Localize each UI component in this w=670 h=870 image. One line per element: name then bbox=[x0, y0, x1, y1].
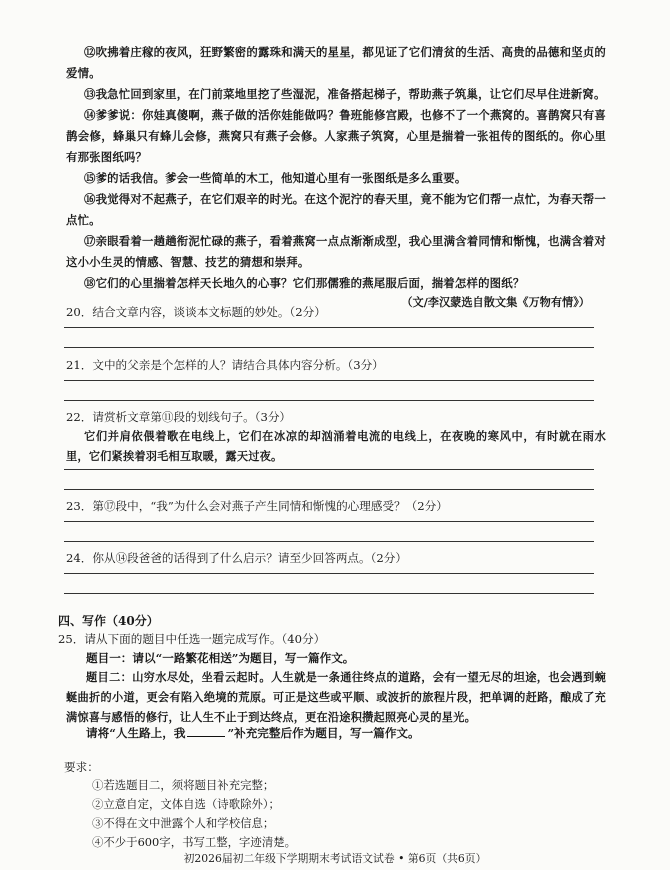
question-24: 24．你从⑭段爸爸的话得到了什么启示？请至少回答两点。（2分） bbox=[66, 551, 407, 565]
paragraph-14: ⑭爹爹说：你娃真傻啊，燕子做的活你娃能做吗？鲁班能修宫殿，也修不了一个燕窝的。喜鹊窝只有喜鹊会修，蜂巢只有蜂儿会修，燕窝只有燕子会修。人家燕子筑窝，心里是揣着一张祖传的图纸的。你心里有那张图纸吗？ bbox=[66, 108, 606, 164]
question-23: 23．第⑰段中，“我”为什么会对燕子产生同情和惭愧的心理感受？（2分） bbox=[66, 499, 448, 513]
question-22: 22．请赏析文章第⑪段的划线句子。（3分） bbox=[66, 410, 292, 424]
topic-two-title: “人生路上，我 bbox=[109, 726, 186, 740]
answer-line bbox=[64, 593, 594, 594]
topic-two-prompt-pre: 请将 bbox=[86, 726, 110, 740]
question-22-quote: 它们并肩依偎着歌在电线上，它们在冰凉的却汹涌着电流的电线上，在夜晚的寒风中，有时就在雨水里，它们紧挨着羽毛相互取暖，露天过夜。 bbox=[66, 429, 606, 463]
answer-line bbox=[64, 521, 594, 522]
question-20: 20．结合文章内容，谈谈本文标题的妙处。（2分） bbox=[66, 305, 326, 319]
paragraph-18: ⑱它们的心里揣着怎样天长地久的心事？它们那儒雅的燕尾服后面，揣着怎样的图纸？ bbox=[84, 276, 525, 290]
answer-line bbox=[64, 400, 594, 401]
answer-line bbox=[64, 541, 594, 542]
paragraph-17: ⑰亲眼看着一趟趟衔泥忙碌的燕子，看着燕窝一点点渐渐成型，我心里满含着同情和惭愧，也满含着对这小小生灵的情感、智慧、技艺的猜想和崇拜。 bbox=[66, 234, 606, 269]
answer-line bbox=[64, 489, 594, 490]
paragraph-15: ⑮爹的话我信。爹会一些简单的木工，他知道心里有一张图纸是多么重要。 bbox=[84, 171, 467, 185]
topic-one: 题目一：请以“一路繁花相送”为题目，写一篇作文。 bbox=[86, 651, 355, 665]
requirement-item: ④不少于600字，书写工整，字迹清楚。 bbox=[92, 835, 296, 849]
topic-two: 题目二：山穷水尽处，坐看云起时。人生就是一条通往终点的道路，会有一望无尽的坦途，也会遇到蜿蜒曲折的小道，更会有陷入绝境的荒原。可正是这些或平顺、或波折的旅程片段，把单调的赶路，酿成了充满惊喜与感悟的修行，让人生不止于到达终点，更在沿途积攒起照亮心灵的星光。 bbox=[66, 670, 606, 724]
question-21: 21．文中的父亲是个怎样的人？请结合具体内容分析。（3分） bbox=[66, 358, 384, 372]
requirements-label: 要求： bbox=[64, 760, 99, 774]
answer-line bbox=[64, 469, 594, 470]
answer-line bbox=[64, 380, 594, 381]
requirement-item: ②立意自定，文体自选（诗歌除外）； bbox=[92, 797, 280, 811]
section-title-writing: 四、写作（40分） bbox=[58, 614, 159, 628]
paragraph-12: ⑫吹拂着庄稼的夜风，狂野繁密的露珠和满天的星星，都见证了它们清贫的生活、高贵的品德和坚贞的爱情。 bbox=[66, 45, 606, 80]
title-blank bbox=[187, 736, 225, 737]
requirement-item: ①若选题目二，须将题目补充完整； bbox=[92, 778, 275, 792]
answer-line bbox=[64, 327, 594, 328]
requirement-item: ③不得在文中泄露个人和学校信息； bbox=[92, 816, 275, 830]
page-footer: 初2026届初二年级下学期期末考试语文试卷 • 第6页（共6页） bbox=[183, 852, 487, 865]
topic-two-prompt-post: 补充完整后作为题目，写一篇作文。 bbox=[234, 726, 420, 740]
answer-line bbox=[64, 573, 594, 574]
topic-two-title-end: ” bbox=[227, 726, 235, 740]
topic-two-prompt bbox=[86, 724, 626, 742]
answer-line bbox=[64, 347, 594, 348]
paragraph-13: ⑬我急忙回到家里，在门前菜地里挖了些湿泥，准备搭起梯子，帮助燕子筑巢，让它们尽早住进新窝。 bbox=[84, 87, 606, 101]
source-attribution: （文/李汉蒙选自散文集《万物有情》） bbox=[401, 295, 590, 309]
question-25: 25．请从下面的题目中任选一题完成写作。（40分） bbox=[58, 632, 326, 646]
paragraph-16: ⑯我觉得对不起燕子，在它们艰辛的时光。在这个泥泞的春天里，竟不能为它们帮一点忙，为春天帮一点忙。 bbox=[66, 192, 606, 227]
